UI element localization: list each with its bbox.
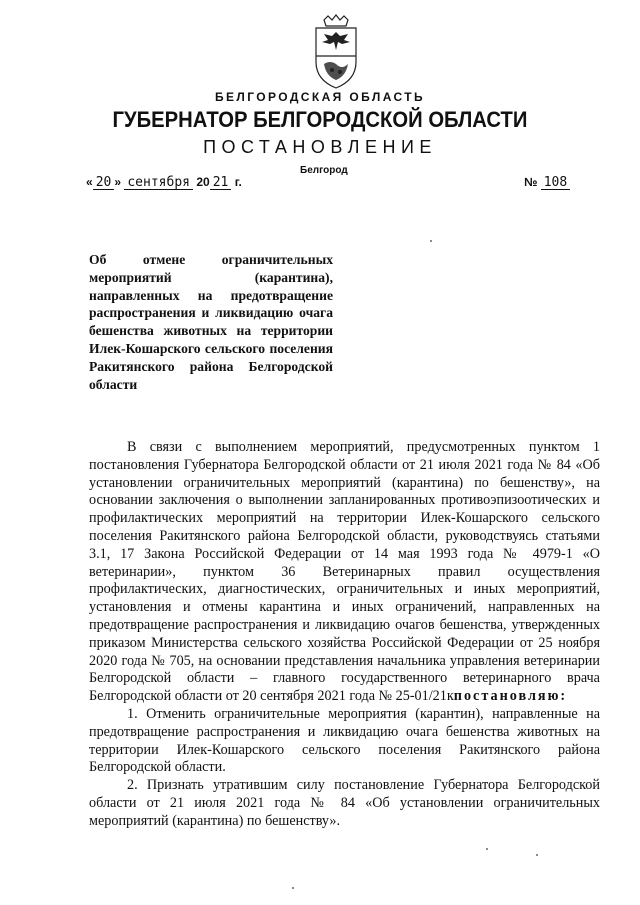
coat-of-arms-icon [310,14,362,90]
date-month: сентября [124,176,193,190]
item-2-paragraph: 2. Признать утратившим силу постановление Губернатора Белгородской области от 21 июля 2021 года № 84 «Об установлении ограничительных мероприятий (карантина) по бешенству». [89,777,600,829]
number-label: № [524,175,538,189]
scan-speck [486,848,488,850]
scan-speck [536,854,538,856]
date-year-abbr: г. [234,175,242,189]
decide-word: постановляю: [453,688,568,705]
date-day: 20 [93,176,115,190]
item-1-paragraph: 1. Отменить ограничительные мероприятия (карантин), направленные на предотвращение распространения и ликвидацию очага бешенства животных на территории Илек-Кошарского сельского поселения Ракитянского района Белгородской области. [89,705,600,776]
region-title: БЕЛГОРОДСКАЯ ОБЛАСТЬ [215,90,425,104]
preamble-paragraph [89,439,600,706]
city-label: Белгород [300,165,348,176]
date-year-prefix: 20 [196,175,210,189]
governor-title: ГУБЕРНАТОР БЕЛГОРОДСКОЙ ОБЛАСТИ [112,107,528,132]
number-value: 108 [541,176,570,190]
subject-title: Об отмене ограничительных мероприятий (карантина), направленных на предотвращение распространения и ликвидацию очага бешенства животных на территории Илек-Кошарского сельского поселения Ракитянского района Белгородской области [89,252,333,392]
date-year-suffix: 21 [210,176,232,190]
document-date: « 20 » сентября 20 21 г. [86,175,242,190]
scan-speck [430,240,432,242]
document-body [89,439,600,831]
preamble-text: В связи с выполнением мероприятий, предусмотренных пунктом 1 постановления Губернатора Белгородской области от 21 июля 2021 года № 84 «Об установлении ограничительных мероприятий (карантина) по бешенству», на основании заключения о выполнении запланированных противоэпизоотических и профилактических мероприятий на территории Илек-Кошарского сельского поселения Ракитянского района Белгородской области, руководствуясь статьями 3.1, 17 Закона Российской Федерации от 14 мая 1993 года № 4979-1 «О ветеринарии», пунктом 36 Ветеринарных правил осуществления профилактических, диагностических, ограничительных и иных мероприятий, установления и отмены карантина и иных ограничений, направленных на предотвращение распространения и ликвидацию очагов бешенства, утвержденных приказом Министерства сельского хозяйства Российской Федерации от 25 ноября 2020 года № 705, на основании представления начальника управления ветеринарии Белгородской области – главного государственного ветеринарного врача Белгородской области от 20 сентября 2021 года № 25-01/21к [89,439,600,705]
document-number [524,175,570,190]
document-type: ПОСТАНОВЛЕНИЕ [203,137,437,157]
scan-speck [292,887,294,889]
